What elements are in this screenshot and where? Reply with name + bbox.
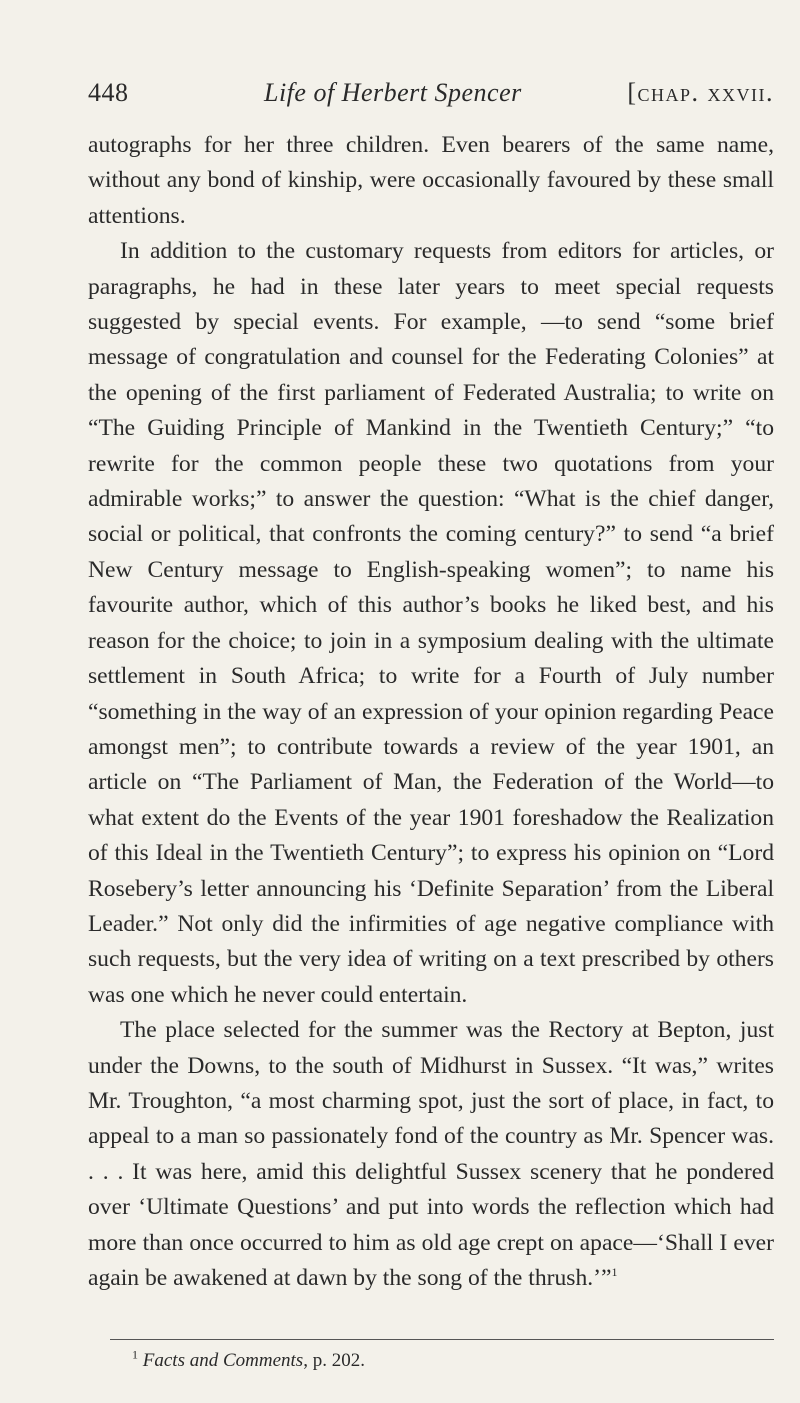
footnote: [110, 1348, 774, 1374]
chapter-label: [chap. xxvii.: [627, 78, 774, 107]
paragraph-3: [88, 1013, 774, 1296]
footnote-source: Facts and Comments: [142, 1350, 304, 1371]
footnote-marker: 1: [132, 1347, 138, 1362]
footnote-rule: [110, 1339, 774, 1340]
footnote-page: , p. 202.: [303, 1350, 365, 1371]
page-header: [88, 78, 774, 118]
footnote-reference: 1: [611, 1265, 618, 1280]
page-number: 448: [88, 78, 129, 107]
paragraph-3-text: The place selected for the summer was the Rectory at Bepton, just under the Downs, to the south of Midhurst in Sussex. “It was,” writes Mr. Troughton, “a most charming spot, just the sort of place, in fact, to appeal to a man so passionately fond of the country as Mr. Spencer was. . . . It was here, amid this delightful Sussex scenery that he pondered over ‘Ultimate Questions’ and put into words the reflection which had more than once occurred to him as old age crept on apace—‘Shall I ever again be awakened at dawn by the song of the thrush.’”: [88, 1017, 774, 1291]
running-title: Life of Herbert Spencer: [264, 78, 522, 107]
paragraph-1: autographs for her three children. Even bearers of the same name, without any bond of kinship, were occasionally favoured by these small attentions.: [88, 132, 774, 229]
paragraph-2: In addition to the customary requests from editors for articles, or paragraphs, he had in these later years to meet special requests suggested by special events. For example, —to send “some brief message of congratulation and counsel for the Federating Colonies” at the opening of the first parliament of Federated Australia; to write on “The Guiding Principle of Mankind in the Twentieth Century;” “to rewrite for the common people these two quotations from your admirable works;” to answer the question: “What is the chief danger, social or political, that confronts the coming century?” to send “a brief New Century message to English-speaking women”; to name his favourite author, which of this author’s books he liked best, and his reason for the choice; to join in a symposium dealing with the ultimate settlement in South Africa; to write for a Fourth of July number “something in the way of an expression of your opinion regarding Peace amongst men”; to contribute towards a review of the year 1901, an article on “The Parliament of Man, the Federation of the World—to what extent do the Events of the year 1901 foreshadow the Realization of this Ideal in the Twentieth Century”; to express his opinion on “Lord Rosebery’s letter announcing his ‘Definite Separation’ from the Liberal Leader.” Not only did the infirmities of age negative compliance with such requests, but the very idea of writing on a text prescribed by others was one which he never could entertain.: [88, 238, 774, 1008]
body-text: [88, 128, 774, 1296]
